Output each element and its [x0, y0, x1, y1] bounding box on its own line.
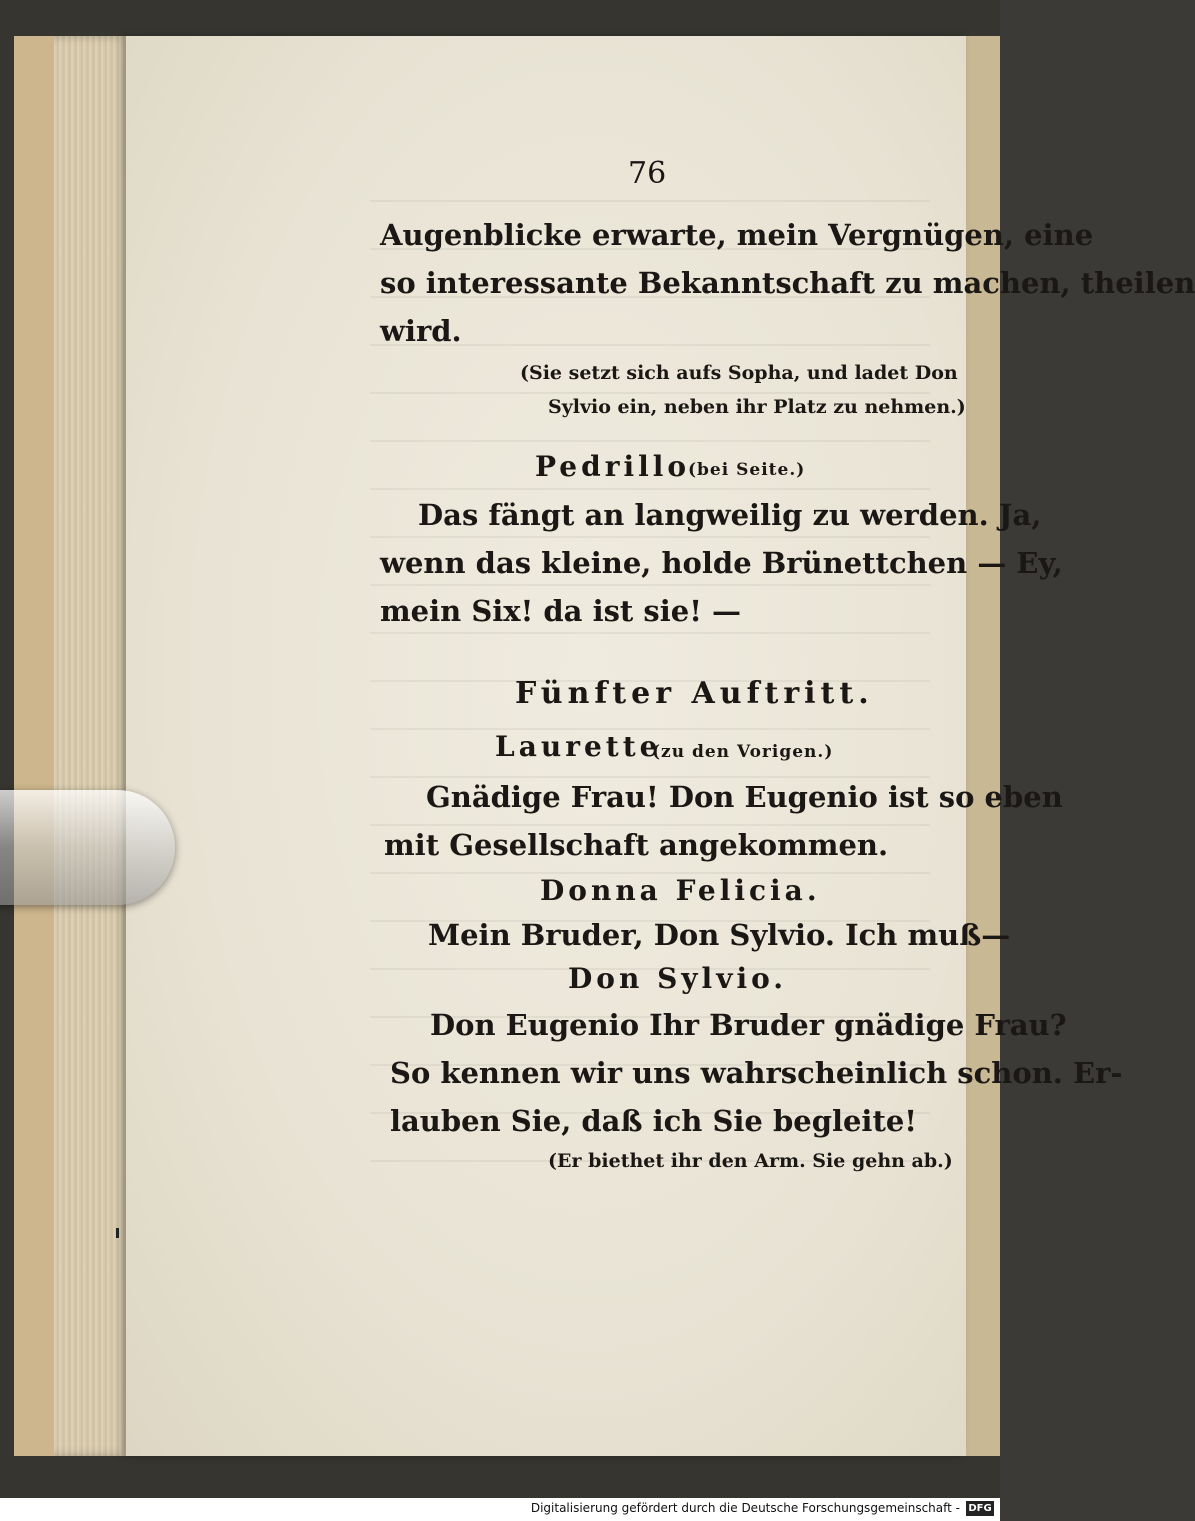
text-line: mein Six! da ist sie! —: [380, 594, 742, 628]
speaker-name: Donna Felicia.: [540, 874, 821, 907]
stage-direction: Sylvio ein, neben ihr Platz zu nehmen.): [548, 396, 966, 418]
text-line: lauben Sie, daß ich Sie begleite!: [390, 1104, 918, 1138]
text-line: Gnädige Frau! Don Eugenio ist so eben: [426, 780, 1063, 814]
footer-bar: [0, 1498, 1000, 1521]
text-line: mit Gesellschaft angekommen.: [384, 828, 889, 862]
page-holder-clip: [0, 790, 175, 905]
scene-title: Fünfter Auftritt.: [515, 676, 874, 711]
text-line: Das fängt an langweilig zu werden. Ja,: [418, 498, 1042, 532]
speaker-name: Pedrillo: [535, 450, 691, 483]
book-spine-strip: [14, 36, 54, 1456]
text-line: Augenblicke erwarte, mein Vergnügen, eine: [380, 218, 1094, 252]
stage-direction: (zu den Vorigen.): [652, 742, 834, 762]
dfg-logo: DFG: [966, 1501, 994, 1516]
stage-direction: (Sie setzt sich aufs Sopha, und ladet Don: [520, 362, 958, 384]
text-line: wenn das kleine, holde Brünettchen — Ey,: [380, 546, 1063, 580]
text-line: So kennen wir uns wahrscheinlich schon. Er-: [390, 1056, 1123, 1090]
margin-mark: [116, 1228, 119, 1238]
page-number: 76: [628, 156, 667, 191]
text-line: wird.: [380, 314, 462, 348]
text-line: Mein Bruder, Don Sylvio. Ich muß—: [428, 918, 1011, 952]
stage-direction: (bei Seite.): [688, 460, 806, 480]
funding-credit: Digitalisierung gefördert durch die Deutsche Forschungsgemeinschaft -: [530, 1501, 960, 1515]
text-line: Don Eugenio Ihr Bruder gnädige Frau?: [430, 1008, 1067, 1042]
speaker-name: Don Sylvio.: [568, 962, 788, 995]
text-line: so interessante Bekanntschaft zu machen, theilen: [380, 266, 1195, 300]
speaker-name: Laurette: [495, 730, 662, 763]
stage-direction: (Er biethet ihr den Arm. Sie gehn ab.): [548, 1150, 953, 1172]
